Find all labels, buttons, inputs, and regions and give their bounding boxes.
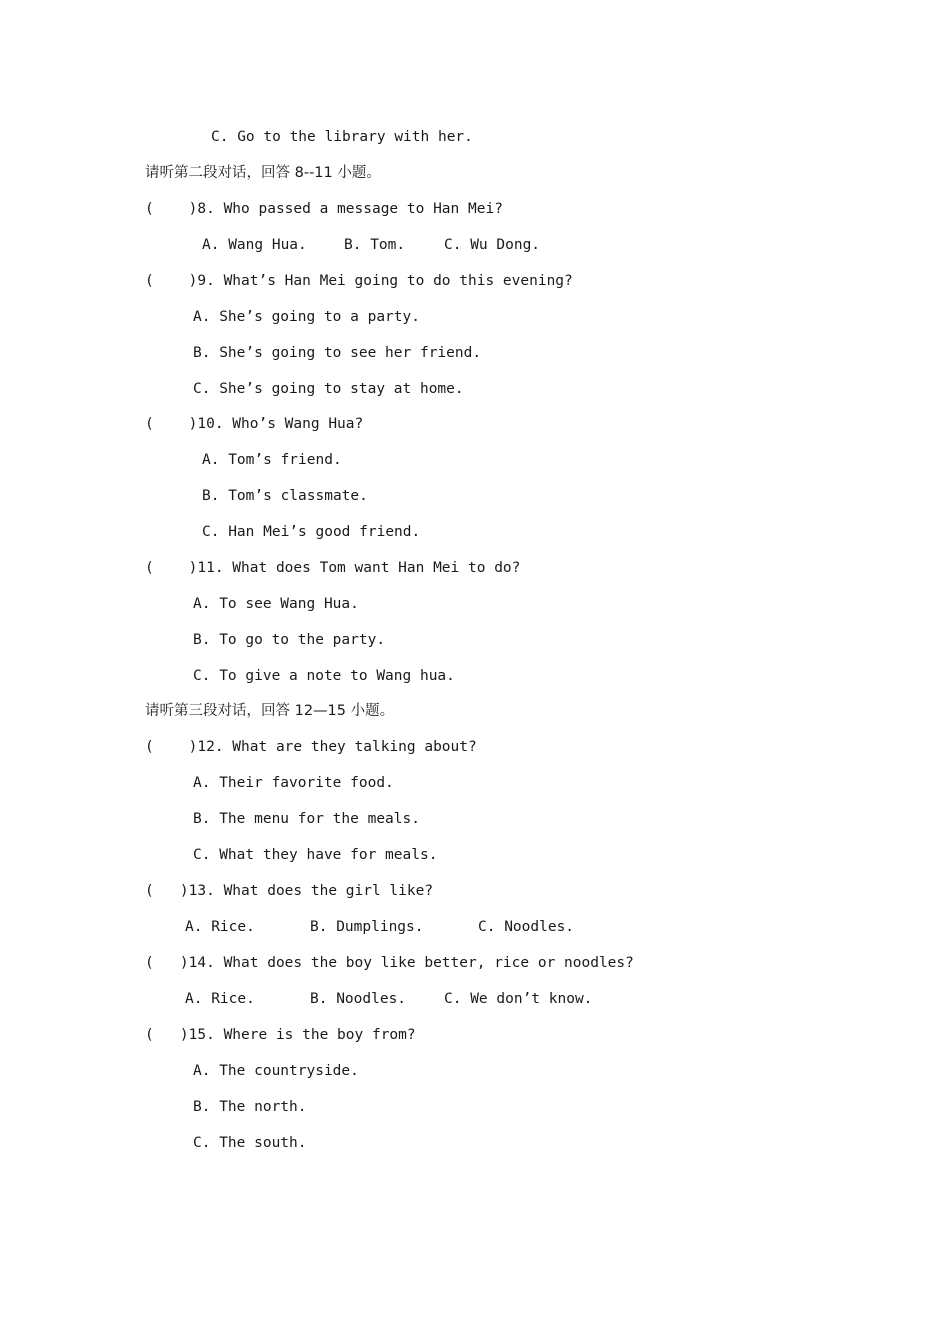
q8-option-a: A. Wang Hua. xyxy=(202,237,307,253)
q7-option-c: C. Go to the library with her. xyxy=(211,129,473,145)
q10-option-b: B. Tom’s classmate. xyxy=(202,488,368,504)
q13-option-c: C. Noodles. xyxy=(478,919,575,935)
section3-header: 请听第三段对话，回答 12—15 小题。 xyxy=(145,703,395,719)
q9-option-c: C. She’s going to stay at home. xyxy=(193,381,464,397)
q12-option-a: A. Their favorite food. xyxy=(193,775,394,791)
q10-option-a: A. Tom’s friend. xyxy=(202,452,342,468)
q8-options xyxy=(202,235,540,255)
q9-stem: ( )9. What’s Han Mei going to do this evening? xyxy=(145,273,573,289)
q10-stem: ( )10. Who’s Wang Hua? xyxy=(145,416,364,432)
q15-stem: ( )15. Where is the boy from? xyxy=(145,1027,416,1043)
q12-option-b: B. The menu for the meals. xyxy=(193,811,420,827)
section2-header: 请听第二段对话，回答 8--11 小题。 xyxy=(145,165,381,181)
q10-option-c: C. Han Mei’s good friend. xyxy=(202,524,421,540)
q11-option-c: C. To give a note to Wang hua. xyxy=(193,668,455,684)
q9-option-b: B. She’s going to see her friend. xyxy=(193,345,482,361)
q15-option-b: B. The north. xyxy=(193,1099,307,1115)
q15-option-a: A. The countryside. xyxy=(193,1063,359,1079)
q13-options xyxy=(185,917,574,937)
q13-option-b: B. Dumplings. xyxy=(310,919,424,935)
q13-stem: ( )13. What does the girl like? xyxy=(145,883,434,899)
q11-option-a: A. To see Wang Hua. xyxy=(193,596,359,612)
q8-option-c: C. Wu Dong. xyxy=(444,237,541,253)
q14-option-c: C. We don’t know. xyxy=(444,991,593,1007)
q14-option-a: A. Rice. xyxy=(185,991,255,1007)
q12-option-c: C. What they have for meals. xyxy=(193,847,438,863)
q14-options xyxy=(185,989,592,1009)
q11-stem: ( )11. What does Tom want Han Mei to do? xyxy=(145,560,521,576)
q8-stem: ( )8. Who passed a message to Han Mei? xyxy=(145,201,503,217)
q11-option-b: B. To go to the party. xyxy=(193,632,386,648)
q8-option-b: B. Tom. xyxy=(344,237,406,253)
q15-option-c: C. The south. xyxy=(193,1135,307,1151)
q14-stem: ( )14. What does the boy like better, rice or noodles? xyxy=(145,955,634,971)
q12-stem: ( )12. What are they talking about? xyxy=(145,739,477,755)
q9-option-a: A. She’s going to a party. xyxy=(193,309,420,325)
q14-option-b: B. Noodles. xyxy=(310,991,407,1007)
q13-option-a: A. Rice. xyxy=(185,919,255,935)
